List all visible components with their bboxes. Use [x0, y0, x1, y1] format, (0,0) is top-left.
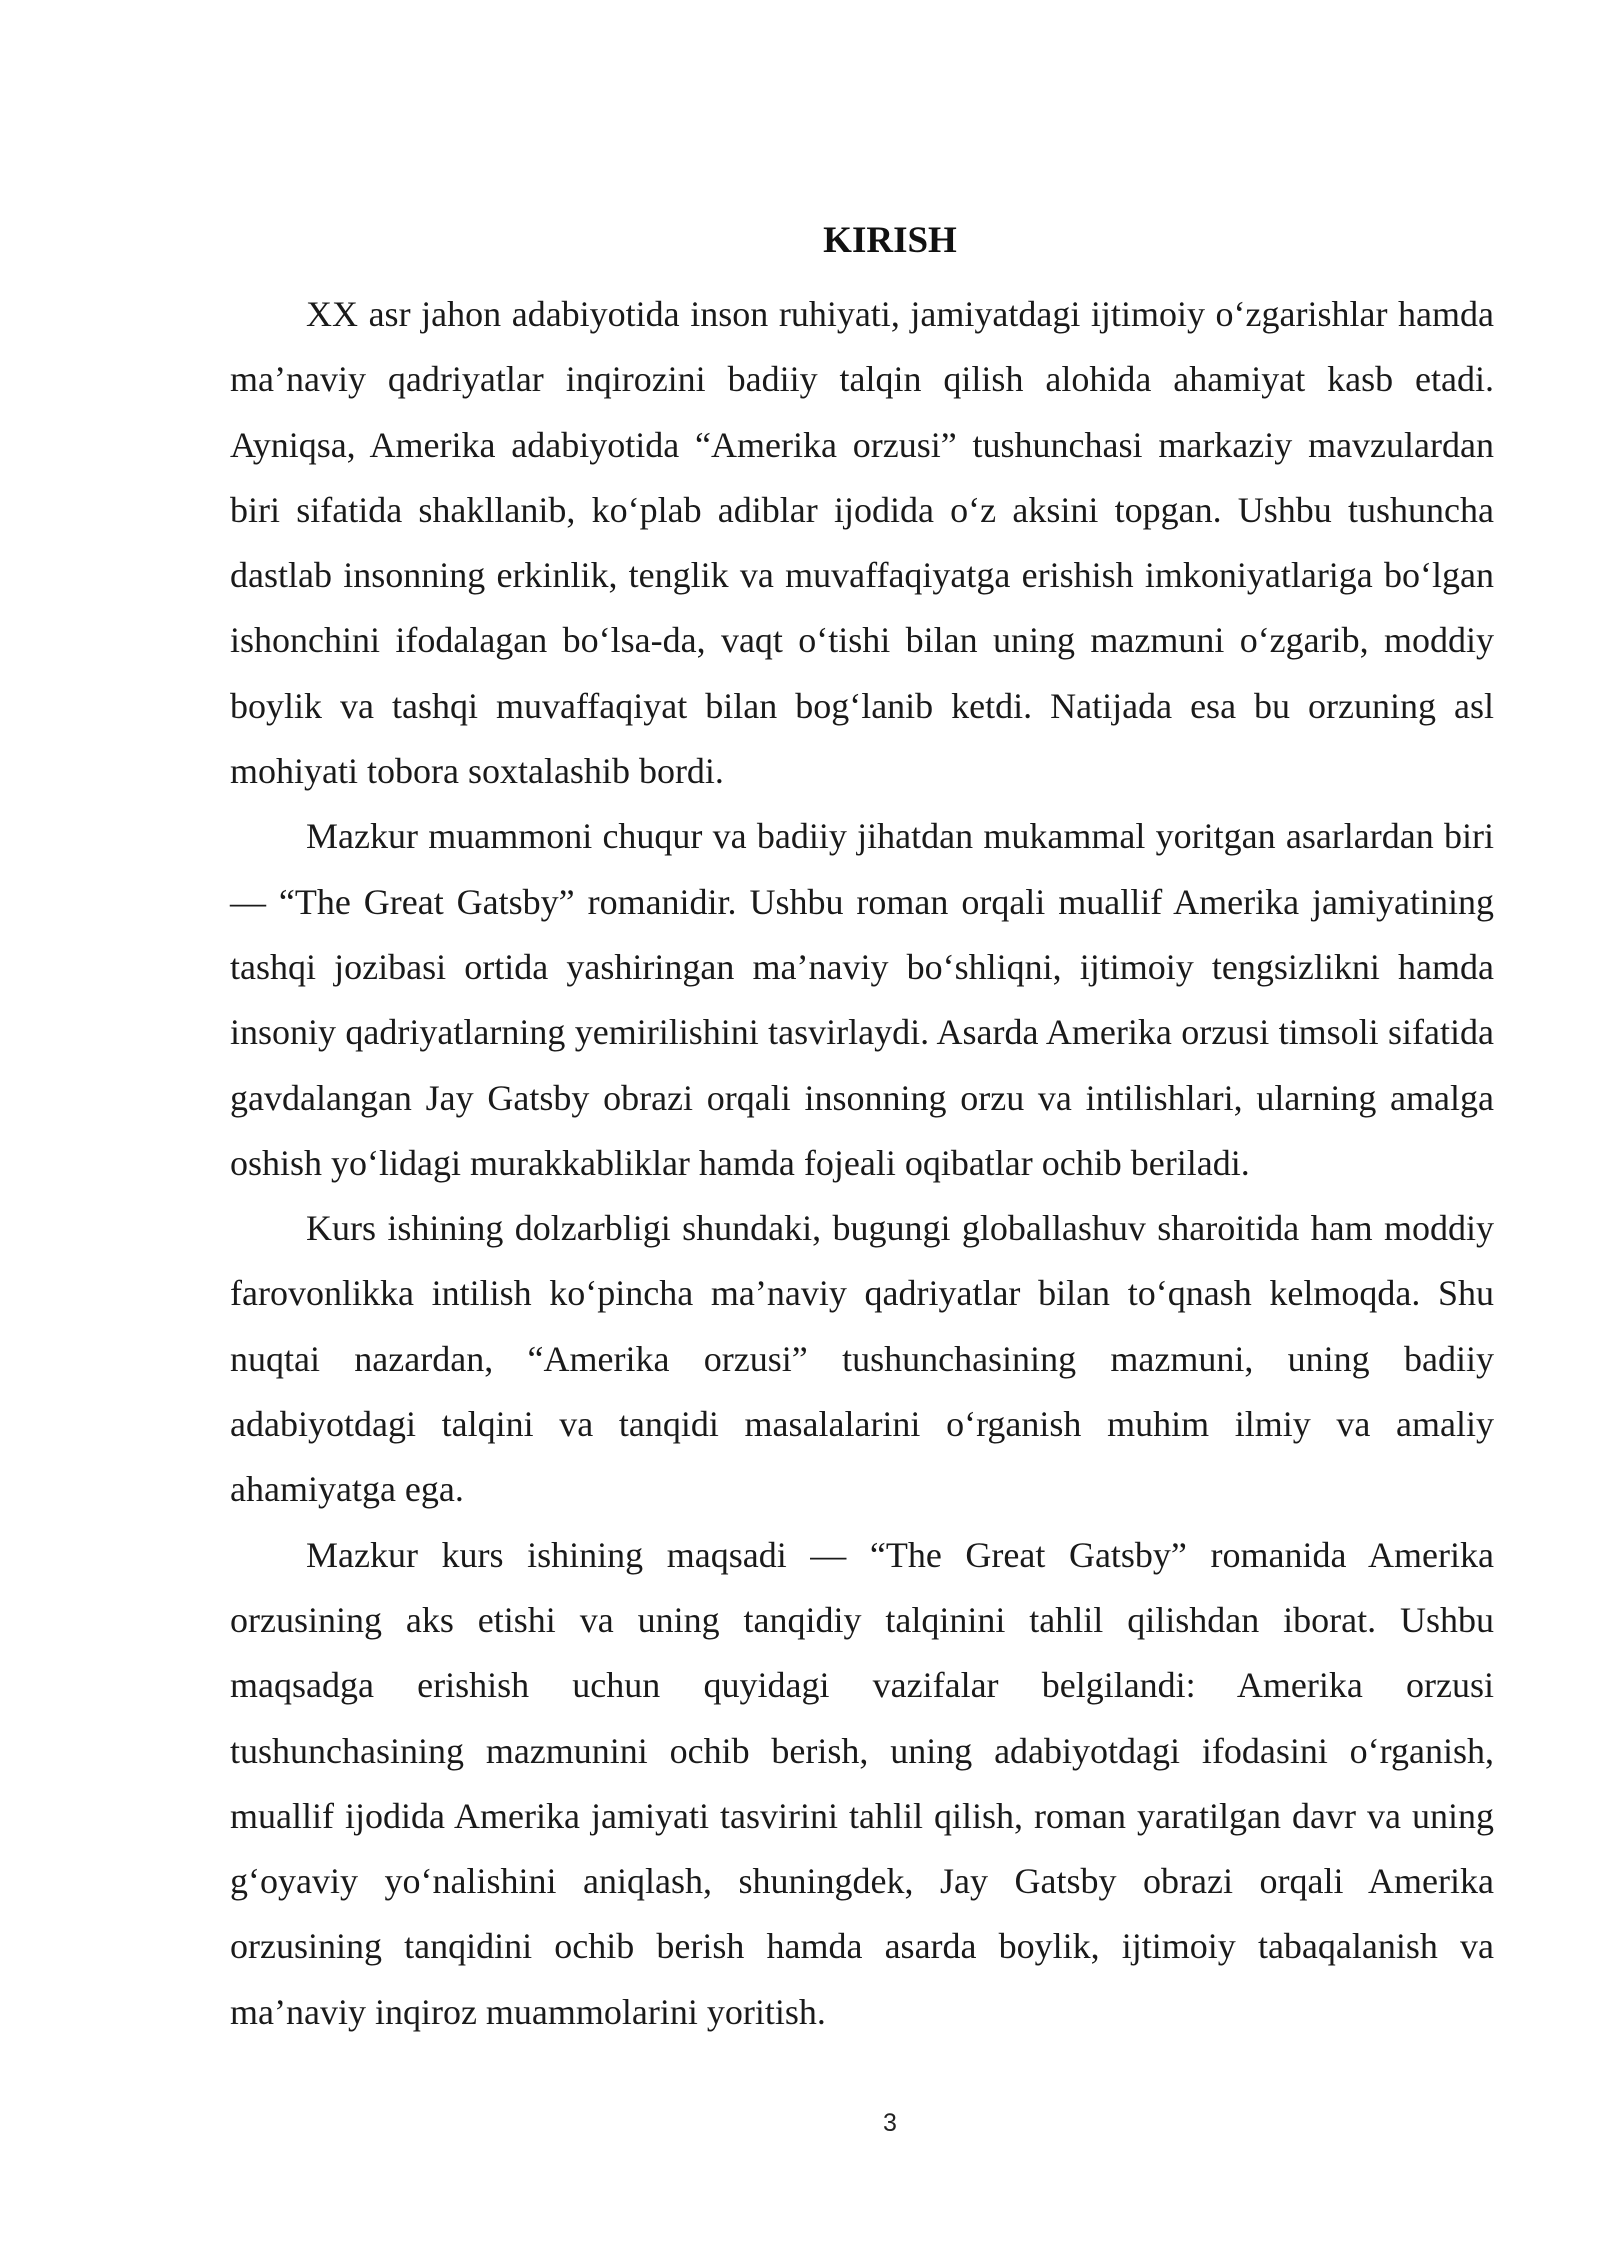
page-number: 3 [883, 2109, 897, 2137]
paragraph-3: Kurs ishining dolzarbligi shundaki, bugungi globallashuv sharoitida ham moddiy farovonlikka intilish ko‘pincha ma’naviy qadriyatlar bilan to‘qnash kelmoqda. Shu nuqtai nazardan, “Amerika orzusi” tushunchasining mazmuni, uning badiiy adabiyotdagi talqini va tanqidi masalalarini o‘rganish muhim ilmiy va amaliy ahamiyatga ega. [230, 1208, 1494, 1510]
section-title: KIRISH [823, 220, 957, 261]
body-text [230, 282, 1494, 2045]
paragraph-2: Mazkur muammoni chuqur va badiiy jihatdan mukammal yoritgan asarlardan biri — “The Great Gatsby” romanidir. Ushbu roman orqali muallif Amerika jamiyatining tashqi jozibasi ortida yashiringan ma’naviy bo‘shliqni, ijtimoiy tengsizlikni hamda insoniy qadriyatlarning yemirilishini tasvirlaydi. Asarda Amerika orzusi timsoli sifatida gavdalangan Jay Gatsby obrazi orqali insonning orzu va intilishlari, ularning amalga oshish yo‘lidagi murakkabliklar hamda fojeali oqibatlar ochib beriladi. [230, 816, 1494, 1183]
paragraph-1: XX asr jahon adabiyotida inson ruhiyati, jamiyatdagi ijtimoiy o‘zgarishlar hamda ma’naviy qadriyatlar inqirozini badiiy talqin qilish alohida ahamiyat kasb etadi. Ayniqsa, Amerika adabiyotida “Amerika orzusi” tushunchasi markaziy mavzulardan biri sifatida shakllanib, ko‘plab adiblar ijodida o‘z aksini topgan. Ushbu tushuncha dastlab insonning erkinlik, tenglik va muvaffaqiyatga erishish imkoniyatlariga bo‘lgan ishonchini ifodalagan bo‘lsa-da, vaqt o‘tishi bilan uning mazmuni o‘zgarib, moddiy boylik va tashqi muvaffaqiyat bilan bog‘lanib ketdi. Natijada esa bu orzuning asl mohiyati tobora soxtalashib bordi. [230, 294, 1494, 792]
paragraph-4: Mazkur kurs ishining maqsadi — “The Great Gatsby” romanida Amerika orzusining aks etishi va uning tanqidiy talqinini tahlil qilishdan iborat. Ushbu maqsadga erishish uchun quyidagi vazifalar belgilandi: Amerika orzusi tushunchasining mazmunini ochib berish, uning adabiyotdagi ifodasini o‘rganish, muallif ijodida Amerika jamiyati tasvirini tahlil qilish, roman yaratilgan davr va uning g‘oyaviy yo‘nalishini aniqlash, shuningdek, Jay Gatsby obrazi orqali Amerika orzusining tanqidini ochib berish hamda asarda boylik, ijtimoiy tabaqalanish va ma’naviy inqiroz muammolarini yoritish. [230, 1534, 1494, 2032]
